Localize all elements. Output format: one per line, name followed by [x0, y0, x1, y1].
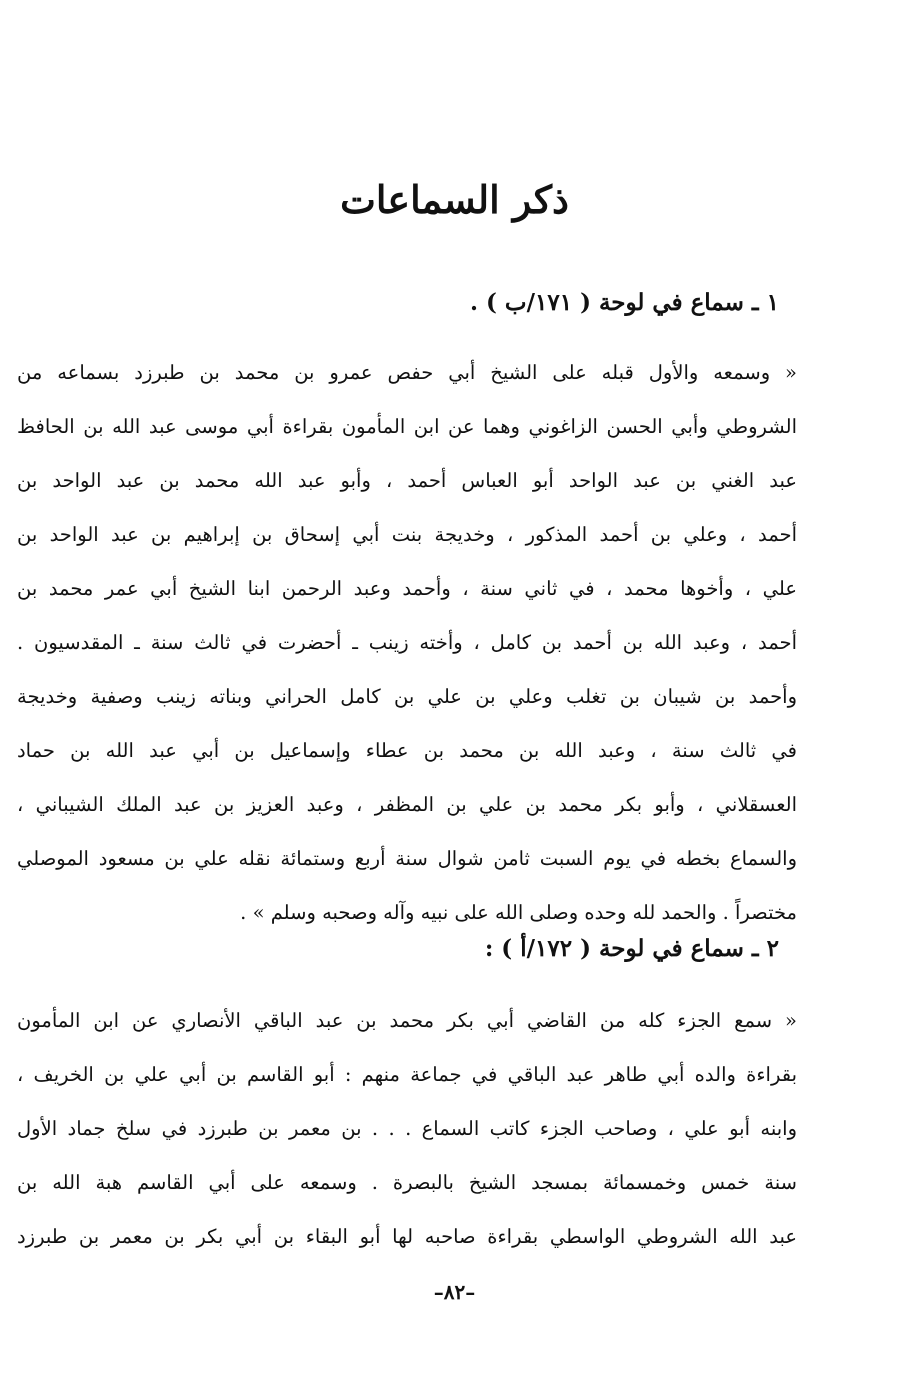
text-line: وابنه أبو علي ، وصاحب الجزء كاتب السماع . . . بن معمر بن طبرزد في سلخ جماد الأول	[17, 1117, 797, 1140]
page-title: ذكر السماعات	[340, 177, 569, 222]
section-body-1	[17, 346, 797, 940]
section-heading-2: ٢ ـ سماع في لوحة ( ١٧٢/أ ) :	[484, 935, 779, 962]
section-heading-1: ١ ـ سماع في لوحة ( ١٧١/ب ) .	[470, 289, 779, 316]
text-line: بقراءة والده أبي طاهر عبد الباقي في جماعة منهم : أبو القاسم بن أبي علي بن الخريف ،	[17, 1063, 797, 1086]
text-line: في ثالث سنة ، وعبد الله بن محمد بن عطاء وإسماعيل بن أبي عبد الله بن حماد	[17, 739, 797, 762]
text-line: وأحمد بن شيبان بن تغلب وعلي بن علي بن كامل الحراني وبناته زينب وصفية وخديجة	[17, 685, 797, 708]
text-line: العسقلاني ، وأبو بكر محمد بن علي بن المظفر ، وعبد العزيز بن عبد الملك الشيباني ،	[17, 793, 797, 816]
text-line: أحمد ، وعبد الله بن أحمد بن كامل ، وأخته زينب ـ أحضرت في ثالث سنة ـ المقدسيون .	[17, 631, 797, 654]
section-body-2	[17, 994, 797, 1264]
text-line: عبد الغني بن عبد الواحد أبو العباس أحمد ، وأبو عبد الله محمد بن عبد الواحد بن	[17, 469, 797, 492]
text-line: عبد الله الشروطي الواسطي بقراءة صاحبه لها أبو البقاء بن أبي بكر بن معمر بن طبرزد	[17, 1225, 797, 1248]
text-line: الشروطي وأبي الحسن الزاغوني وهما عن ابن المأمون بقراءة أبي موسى عبد الله بن الحافظ	[17, 415, 797, 438]
text-line: علي ، وأخوها محمد ، في ثاني سنة ، وأحمد وعبد الرحمن ابنا الشيخ أبي عمر محمد بن	[17, 577, 797, 600]
text-line: « وسمعه والأول قبله على الشيخ أبي حفص عمرو بن محمد بن طبرزد بسماعه من	[17, 361, 797, 384]
text-line: سنة خمس وخمسمائة بمسجد الشيخ بالبصرة . وسمعه على أبي القاسم هبة الله بن	[17, 1171, 797, 1194]
text-line: أحمد ، وعلي بن أحمد المذكور ، وخديجة بنت أبي إسحاق بن إبراهيم بن عبد الواحد بن	[17, 523, 797, 546]
text-line: والسماع بخطه في يوم السبت ثامن شوال سنة أربع وستمائة نقله علي بن مسعود الموصلي	[17, 847, 797, 870]
text-line: « سمع الجزء كله من القاضي أبي بكر محمد بن عبد الباقي الأنصاري عن ابن المأمون	[17, 1009, 797, 1032]
page-number: –٨٢–	[433, 1280, 476, 1304]
text-line: مختصراً . والحمد لله وحده وصلى الله على نبيه وآله وصحبه وسلم » .	[240, 901, 797, 924]
